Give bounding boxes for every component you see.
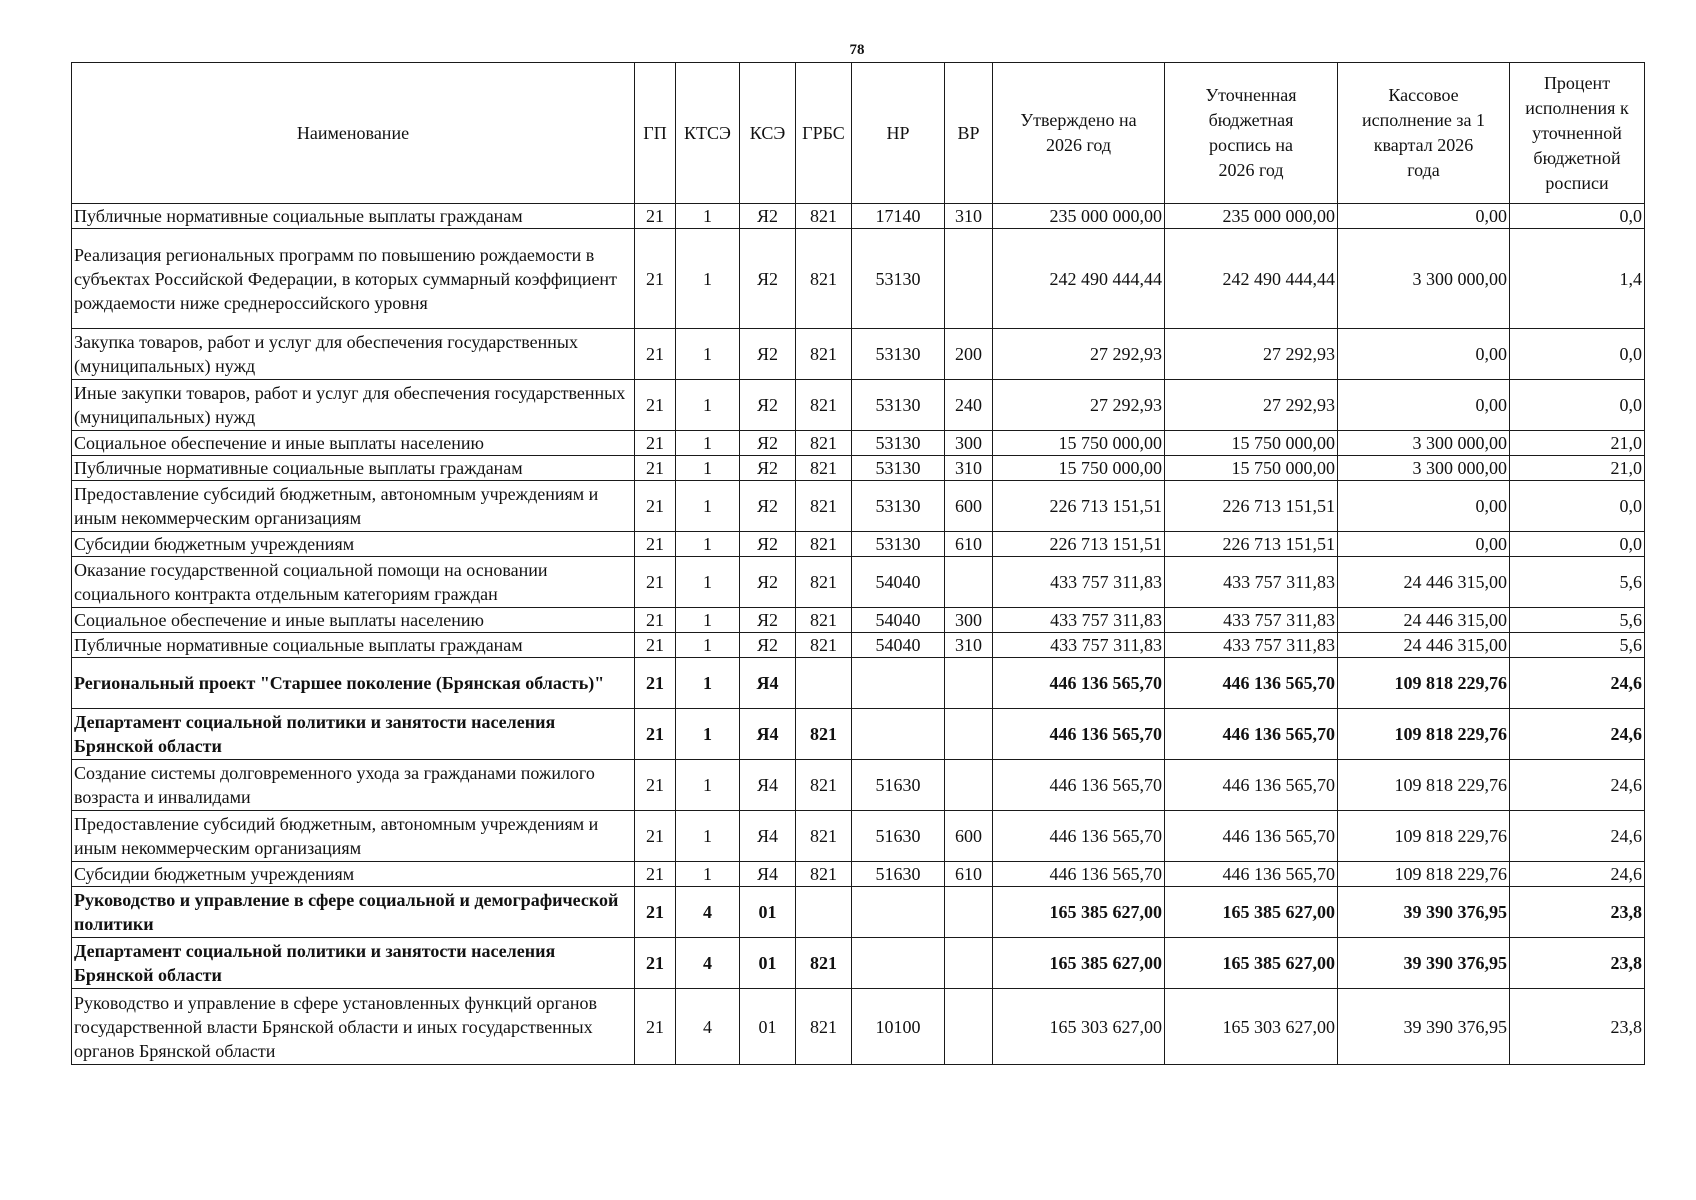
cell-kse: Я2 (740, 329, 796, 380)
cell-vr: 240 (945, 380, 993, 431)
cell-approved: 15 750 000,00 (993, 456, 1165, 481)
cell-name: Социальное обеспечение и иные выплаты населению (72, 431, 635, 456)
table-row (72, 811, 1645, 862)
cell-nr: 54040 (852, 557, 945, 608)
table-row (72, 658, 1645, 709)
cell-percent: 24,6 (1510, 760, 1645, 811)
cell-vr (945, 658, 993, 709)
cell-grbs (796, 658, 852, 709)
cell-vr (945, 989, 993, 1065)
cell-ktse: 1 (676, 481, 740, 532)
cell-nr: 53130 (852, 329, 945, 380)
cell-vr (945, 709, 993, 760)
cell-gp: 21 (635, 557, 676, 608)
table-row (72, 989, 1645, 1065)
cell-refined: 235 000 000,00 (1165, 204, 1338, 229)
header-cash: Кассовое исполнение за 1 квартал 2026 года (1338, 63, 1510, 204)
header-approved: Утверждено на 2026 год (993, 63, 1165, 204)
cell-name: Публичные нормативные социальные выплаты гражданам (72, 633, 635, 658)
cell-percent: 0,0 (1510, 329, 1645, 380)
cell-cash: 109 818 229,76 (1338, 760, 1510, 811)
table-row (72, 760, 1645, 811)
cell-ktse: 4 (676, 938, 740, 989)
cell-kse: 01 (740, 938, 796, 989)
cell-cash: 39 390 376,95 (1338, 989, 1510, 1065)
cell-gp: 21 (635, 709, 676, 760)
cell-name: Закупка товаров, работ и услуг для обеспечения государственных (муниципальных) нужд (72, 329, 635, 380)
cell-refined: 446 136 565,70 (1165, 760, 1338, 811)
cell-kse: Я2 (740, 608, 796, 633)
cell-percent: 23,8 (1510, 989, 1645, 1065)
cell-percent: 5,6 (1510, 633, 1645, 658)
cell-gp: 21 (635, 658, 676, 709)
table-row (72, 862, 1645, 887)
cell-ktse: 4 (676, 887, 740, 938)
cell-name: Предоставление субсидий бюджетным, автономным учреждениям и иным некоммерческим организациям (72, 481, 635, 532)
cell-refined: 433 757 311,83 (1165, 608, 1338, 633)
header-name: Наименование (72, 63, 635, 204)
cell-name: Региональный проект "Старшее поколение (Брянская область)" (72, 658, 635, 709)
cell-vr: 300 (945, 431, 993, 456)
cell-refined: 15 750 000,00 (1165, 456, 1338, 481)
page-number: 78 (849, 42, 865, 58)
cell-kse: Я2 (740, 456, 796, 481)
cell-name: Создание системы долговременного ухода за гражданами пожилого возраста и инвалидами (72, 760, 635, 811)
cell-kse: Я2 (740, 633, 796, 658)
cell-name: Иные закупки товаров, работ и услуг для обеспечения государственных (муниципальных) нужд (72, 380, 635, 431)
cell-name: Оказание государственной социальной помощи на основании социального контракта отдельным категориям граждан (72, 557, 635, 608)
cell-name: Субсидии бюджетным учреждениям (72, 532, 635, 557)
cell-gp: 21 (635, 456, 676, 481)
cell-nr: 53130 (852, 532, 945, 557)
cell-name: Предоставление субсидий бюджетным, автономным учреждениям и иным некоммерческим организациям (72, 811, 635, 862)
table-row (72, 204, 1645, 229)
cell-gp: 21 (635, 329, 676, 380)
header-vr: ВР (945, 63, 993, 204)
cell-kse: Я4 (740, 760, 796, 811)
table-body (72, 204, 1645, 1065)
cell-nr: 53130 (852, 380, 945, 431)
cell-grbs: 821 (796, 811, 852, 862)
cell-vr (945, 938, 993, 989)
header-kse: КСЭ (740, 63, 796, 204)
cell-kse: 01 (740, 887, 796, 938)
cell-cash: 24 446 315,00 (1338, 557, 1510, 608)
cell-gp: 21 (635, 204, 676, 229)
cell-grbs: 821 (796, 456, 852, 481)
table-row (72, 481, 1645, 532)
cell-gp: 21 (635, 380, 676, 431)
header-gp: ГП (635, 63, 676, 204)
cell-cash: 39 390 376,95 (1338, 887, 1510, 938)
cell-vr: 310 (945, 204, 993, 229)
cell-gp: 21 (635, 608, 676, 633)
cell-cash: 0,00 (1338, 380, 1510, 431)
cell-cash: 0,00 (1338, 204, 1510, 229)
cell-vr: 200 (945, 329, 993, 380)
table-row (72, 608, 1645, 633)
cell-ktse: 1 (676, 862, 740, 887)
cell-ktse: 1 (676, 204, 740, 229)
cell-percent: 0,0 (1510, 532, 1645, 557)
cell-approved: 165 385 627,00 (993, 887, 1165, 938)
cell-ktse: 4 (676, 989, 740, 1065)
cell-kse: Я2 (740, 204, 796, 229)
cell-vr: 610 (945, 862, 993, 887)
cell-gp: 21 (635, 862, 676, 887)
cell-approved: 446 136 565,70 (993, 658, 1165, 709)
cell-gp: 21 (635, 989, 676, 1065)
cell-kse: Я2 (740, 431, 796, 456)
cell-percent: 5,6 (1510, 608, 1645, 633)
cell-nr: 54040 (852, 608, 945, 633)
cell-nr: 51630 (852, 760, 945, 811)
cell-kse: Я4 (740, 658, 796, 709)
cell-refined: 446 136 565,70 (1165, 658, 1338, 709)
cell-refined: 15 750 000,00 (1165, 431, 1338, 456)
cell-kse: Я2 (740, 380, 796, 431)
cell-ktse: 1 (676, 229, 740, 329)
cell-approved: 15 750 000,00 (993, 431, 1165, 456)
cell-approved: 446 136 565,70 (993, 760, 1165, 811)
cell-nr: 53130 (852, 456, 945, 481)
cell-nr: 51630 (852, 862, 945, 887)
cell-cash: 0,00 (1338, 481, 1510, 532)
cell-gp: 21 (635, 760, 676, 811)
cell-cash: 3 300 000,00 (1338, 229, 1510, 329)
cell-vr (945, 229, 993, 329)
header-percent: Процент исполнения к уточненной бюджетной росписи (1510, 63, 1645, 204)
cell-name: Руководство и управление в сфере установленных функций органов государственной власти Брянской области и иных государственных органов Брянской области (72, 989, 635, 1065)
cell-percent: 0,0 (1510, 380, 1645, 431)
cell-percent: 24,6 (1510, 862, 1645, 887)
cell-ktse: 1 (676, 532, 740, 557)
cell-name: Публичные нормативные социальные выплаты гражданам (72, 204, 635, 229)
cell-cash: 0,00 (1338, 532, 1510, 557)
cell-refined: 242 490 444,44 (1165, 229, 1338, 329)
cell-approved: 226 713 151,51 (993, 532, 1165, 557)
cell-percent: 23,8 (1510, 887, 1645, 938)
cell-nr: 53130 (852, 481, 945, 532)
table-row (72, 380, 1645, 431)
table-row (72, 532, 1645, 557)
cell-percent: 5,6 (1510, 557, 1645, 608)
cell-ktse: 1 (676, 709, 740, 760)
cell-gp: 21 (635, 633, 676, 658)
cell-ktse: 1 (676, 811, 740, 862)
cell-approved: 433 757 311,83 (993, 608, 1165, 633)
cell-approved: 235 000 000,00 (993, 204, 1165, 229)
cell-nr: 54040 (852, 633, 945, 658)
cell-cash: 109 818 229,76 (1338, 811, 1510, 862)
cell-refined: 165 303 627,00 (1165, 989, 1338, 1065)
cell-grbs (796, 887, 852, 938)
header-row (72, 63, 1645, 204)
cell-name: Руководство и управление в сфере социальной и демографической политики (72, 887, 635, 938)
cell-grbs: 821 (796, 760, 852, 811)
cell-percent: 21,0 (1510, 456, 1645, 481)
cell-percent: 0,0 (1510, 481, 1645, 532)
cell-grbs: 821 (796, 532, 852, 557)
cell-grbs: 821 (796, 229, 852, 329)
cell-ktse: 1 (676, 608, 740, 633)
table-row (72, 709, 1645, 760)
cell-refined: 433 757 311,83 (1165, 633, 1338, 658)
cell-grbs: 821 (796, 989, 852, 1065)
cell-percent: 24,6 (1510, 811, 1645, 862)
cell-cash: 109 818 229,76 (1338, 709, 1510, 760)
cell-ktse: 1 (676, 557, 740, 608)
cell-grbs: 821 (796, 431, 852, 456)
cell-refined: 433 757 311,83 (1165, 557, 1338, 608)
cell-grbs: 821 (796, 481, 852, 532)
cell-grbs: 821 (796, 938, 852, 989)
cell-cash: 3 300 000,00 (1338, 431, 1510, 456)
cell-nr: 53130 (852, 431, 945, 456)
cell-cash: 0,00 (1338, 329, 1510, 380)
cell-name: Реализация региональных программ по повышению рождаемости в субъектах Российской Федерации, в которых суммарный коэффициент рождаемости ниже среднероссийского уровня (72, 229, 635, 329)
cell-approved: 226 713 151,51 (993, 481, 1165, 532)
cell-grbs: 821 (796, 380, 852, 431)
cell-gp: 21 (635, 431, 676, 456)
header-nr: НР (852, 63, 945, 204)
header-grbs: ГРБС (796, 63, 852, 204)
cell-nr: 53130 (852, 229, 945, 329)
cell-ktse: 1 (676, 658, 740, 709)
cell-refined: 446 136 565,70 (1165, 709, 1338, 760)
header-ktse: КТСЭ (676, 63, 740, 204)
budget-execution-table (71, 62, 1645, 1065)
table-row (72, 557, 1645, 608)
cell-cash: 109 818 229,76 (1338, 658, 1510, 709)
table-row (72, 456, 1645, 481)
cell-gp: 21 (635, 229, 676, 329)
cell-grbs: 821 (796, 608, 852, 633)
cell-ktse: 1 (676, 329, 740, 380)
cell-nr: 51630 (852, 811, 945, 862)
cell-kse: Я4 (740, 862, 796, 887)
cell-refined: 165 385 627,00 (1165, 938, 1338, 989)
cell-percent: 23,8 (1510, 938, 1645, 989)
cell-grbs: 821 (796, 204, 852, 229)
cell-grbs: 821 (796, 862, 852, 887)
cell-cash: 24 446 315,00 (1338, 633, 1510, 658)
cell-gp: 21 (635, 887, 676, 938)
cell-cash: 39 390 376,95 (1338, 938, 1510, 989)
cell-kse: Я2 (740, 557, 796, 608)
table-row (72, 431, 1645, 456)
cell-vr: 300 (945, 608, 993, 633)
cell-gp: 21 (635, 481, 676, 532)
cell-kse: Я4 (740, 709, 796, 760)
table-row (72, 633, 1645, 658)
cell-name: Социальное обеспечение и иные выплаты населению (72, 608, 635, 633)
cell-name: Публичные нормативные социальные выплаты гражданам (72, 456, 635, 481)
cell-name: Департамент социальной политики и занятости населения Брянской области (72, 938, 635, 989)
cell-vr (945, 887, 993, 938)
cell-kse: Я2 (740, 229, 796, 329)
cell-refined: 446 136 565,70 (1165, 811, 1338, 862)
cell-percent: 0,0 (1510, 204, 1645, 229)
cell-ktse: 1 (676, 760, 740, 811)
cell-approved: 165 385 627,00 (993, 938, 1165, 989)
cell-ktse: 1 (676, 380, 740, 431)
cell-approved: 446 136 565,70 (993, 709, 1165, 760)
table-row (72, 938, 1645, 989)
cell-nr (852, 709, 945, 760)
cell-percent: 24,6 (1510, 658, 1645, 709)
cell-approved: 433 757 311,83 (993, 557, 1165, 608)
cell-vr (945, 557, 993, 608)
cell-grbs: 821 (796, 633, 852, 658)
cell-vr: 600 (945, 811, 993, 862)
cell-gp: 21 (635, 811, 676, 862)
cell-approved: 446 136 565,70 (993, 862, 1165, 887)
cell-vr: 310 (945, 633, 993, 658)
cell-approved: 242 490 444,44 (993, 229, 1165, 329)
cell-nr (852, 658, 945, 709)
cell-ktse: 1 (676, 633, 740, 658)
cell-vr: 610 (945, 532, 993, 557)
cell-vr: 310 (945, 456, 993, 481)
cell-name: Департамент социальной политики и занятости населения Брянской области (72, 709, 635, 760)
cell-cash: 3 300 000,00 (1338, 456, 1510, 481)
cell-refined: 27 292,93 (1165, 380, 1338, 431)
cell-approved: 27 292,93 (993, 329, 1165, 380)
cell-percent: 21,0 (1510, 431, 1645, 456)
table-row (72, 229, 1645, 329)
cell-refined: 27 292,93 (1165, 329, 1338, 380)
cell-refined: 446 136 565,70 (1165, 862, 1338, 887)
cell-approved: 446 136 565,70 (993, 811, 1165, 862)
cell-ktse: 1 (676, 456, 740, 481)
table-row (72, 887, 1645, 938)
header-refined: Уточненная бюджетная роспись на 2026 год (1165, 63, 1338, 204)
cell-ktse: 1 (676, 431, 740, 456)
cell-refined: 226 713 151,51 (1165, 532, 1338, 557)
table-row (72, 329, 1645, 380)
cell-name: Субсидии бюджетным учреждениям (72, 862, 635, 887)
cell-gp: 21 (635, 532, 676, 557)
cell-cash: 109 818 229,76 (1338, 862, 1510, 887)
cell-percent: 24,6 (1510, 709, 1645, 760)
cell-nr: 17140 (852, 204, 945, 229)
cell-approved: 27 292,93 (993, 380, 1165, 431)
cell-kse: 01 (740, 989, 796, 1065)
cell-vr: 600 (945, 481, 993, 532)
cell-nr (852, 887, 945, 938)
cell-nr (852, 938, 945, 989)
cell-grbs: 821 (796, 557, 852, 608)
cell-kse: Я2 (740, 532, 796, 557)
cell-grbs: 821 (796, 329, 852, 380)
cell-percent: 1,4 (1510, 229, 1645, 329)
cell-nr: 10100 (852, 989, 945, 1065)
cell-approved: 165 303 627,00 (993, 989, 1165, 1065)
cell-gp: 21 (635, 938, 676, 989)
cell-kse: Я4 (740, 811, 796, 862)
cell-refined: 165 385 627,00 (1165, 887, 1338, 938)
cell-grbs: 821 (796, 709, 852, 760)
cell-approved: 433 757 311,83 (993, 633, 1165, 658)
cell-kse: Я2 (740, 481, 796, 532)
cell-cash: 24 446 315,00 (1338, 608, 1510, 633)
cell-vr (945, 760, 993, 811)
cell-refined: 226 713 151,51 (1165, 481, 1338, 532)
